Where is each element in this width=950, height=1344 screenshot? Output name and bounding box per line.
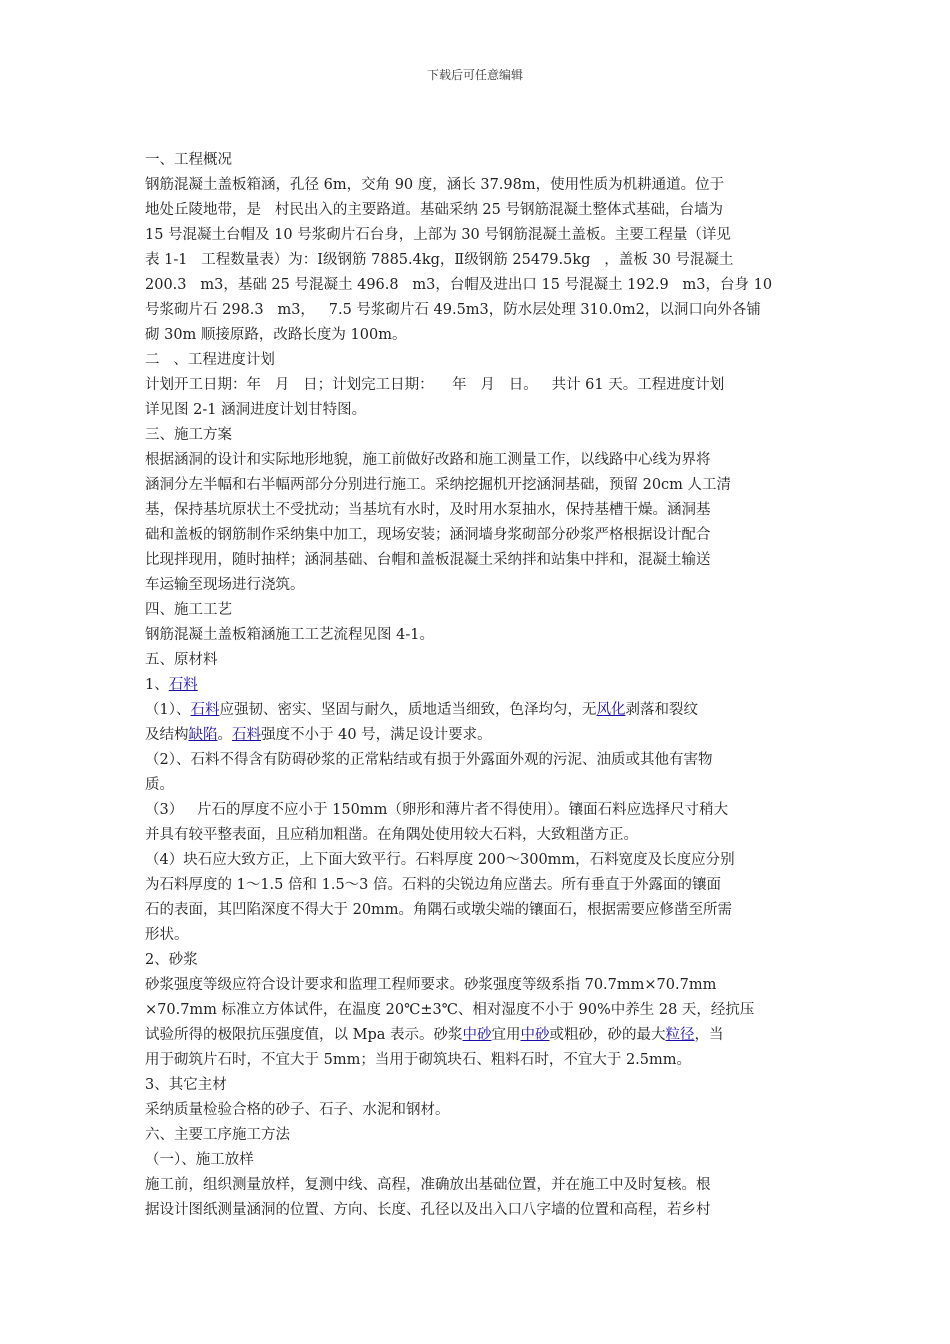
text-segment: 1、	[145, 677, 169, 693]
text-segment: 施工前，组织测量放样，复测中线、高程，准确放出基础位置，并在施工中及时复核。根	[145, 1177, 711, 1193]
text-segment: 宜用	[491, 1027, 521, 1043]
text-segment: （1）、	[145, 702, 191, 718]
text-line	[145, 723, 810, 748]
text-line	[145, 873, 810, 898]
text-line	[145, 673, 810, 698]
term-link[interactable]: 中砂	[462, 1027, 492, 1043]
text-segment: 详见图 2-1 涵洞进度计划甘特图。	[145, 402, 367, 418]
text-segment: 试验所得的极限抗压强度值，以 Mpa 表示。砂浆	[145, 1027, 463, 1043]
text-line	[145, 823, 810, 848]
text-line	[145, 623, 810, 648]
text-segment: 应强韧、密实、坚固与耐久，质地适当细致，色泽均匀，无	[219, 702, 597, 718]
text-line	[145, 323, 810, 348]
text-segment: 钢筋混凝土盖板箱涵，孔径 6m，交角 90 度，涵长 37.98m，使用性质为机耕通道。位于	[145, 177, 725, 193]
text-segment: 一、工程概况	[145, 152, 232, 168]
text-segment: （2）、石料不得含有防碍砂浆的正常粘结或有损于外露面外观的污泥、油质或其他有害物	[145, 752, 713, 768]
text-line	[145, 1148, 810, 1173]
text-segment: 五、原材料	[145, 652, 218, 668]
text-segment: 根据涵洞的设计和实际地形地貌，施工前做好改路和施工测量工作，以线路中心线为界将	[145, 452, 711, 468]
text-segment: 质。	[145, 777, 174, 793]
text-line	[145, 923, 810, 948]
text-segment: ×70.7mm 标准立方体试件，在温度 20℃±3℃、相对湿度不小于 90%中养生 28 天，经抗压	[145, 1002, 755, 1018]
text-segment: 地处丘陵地带，是 村民出入的主要路道。基础采纳 25 号钢筋混凝土整体式基础，台墙为	[145, 202, 723, 218]
text-segment: 基，保持基坑原状土不受扰动；当基坑有水时，及时用水泵抽水，保持基槽干燥。涵洞基	[145, 502, 711, 518]
text-segment: （一）、施工放样	[145, 1152, 254, 1168]
text-line	[145, 1073, 810, 1098]
text-line	[145, 298, 810, 323]
text-line	[145, 423, 810, 448]
text-segment: 据设计图纸测量涵洞的位置、方向、长度、孔径以及出入口八字墙的位置和高程，若乡村	[145, 1202, 711, 1218]
text-segment: 砌 30m 顺接原路，改路长度为 100m。	[145, 327, 407, 343]
text-line	[145, 373, 810, 398]
text-segment: （4）块石应大致方正，上下面大致平行。石料厚度 200～300mm，石料宽度及长度应分别	[145, 852, 735, 868]
text-line	[145, 573, 810, 598]
text-segment: 3、其它主材	[145, 1077, 227, 1093]
text-line	[145, 1098, 810, 1123]
term-link[interactable]: 中砂	[520, 1027, 550, 1043]
text-line	[145, 848, 810, 873]
text-line	[145, 548, 810, 573]
text-line	[145, 523, 810, 548]
text-segment: 石的表面，其凹陷深度不得大于 20mm。角隅石或墩尖端的镶面石，根据需要应修凿至所需	[145, 902, 733, 918]
text-segment: 15 号混凝土台帽及 10 号浆砌片石台身，上部为 30 号钢筋混凝土盖板。主要工程量（详见	[145, 227, 731, 243]
text-segment: 剥落和裂纹	[625, 702, 698, 718]
text-line	[145, 1048, 810, 1073]
text-segment: 。	[217, 727, 232, 743]
text-line	[145, 773, 810, 798]
text-segment: 采纳质量检验合格的砂子、石子、水泥和钢材。	[145, 1102, 450, 1118]
text-segment: 200.3 m3，基础 25 号混凝土 496.8 m3，台帽及进出口 15 号混凝土 192.9 m3，台身 10	[145, 277, 773, 293]
text-line	[145, 898, 810, 923]
text-segment: 号浆砌片石 298.3 m3， 7.5 号浆砌片石 49.5m3，防水层处理 310.0m2，以洞口向外各铺	[145, 302, 761, 318]
text-segment: 表 1-1 工程数量表）为：Ⅰ级钢筋 7885.4kg，Ⅱ级钢筋 25479.5kg ，盖板 30 号混凝土	[145, 252, 734, 268]
text-line	[145, 973, 810, 998]
text-line	[145, 148, 810, 173]
text-segment: 形状。	[145, 927, 189, 943]
text-line	[145, 398, 810, 423]
text-segment: 础和盖板的钢筋制作采纳集中加工，现场安装；涵洞墙身浆砌部分砂浆严格根据设计配合	[145, 527, 711, 543]
text-line	[145, 498, 810, 523]
text-segment: 或粗砂，砂的最大	[549, 1027, 666, 1043]
text-segment: 并具有较平整表面，且应稍加粗凿。在角隅处使用较大石料，大致粗凿方正。	[145, 827, 638, 843]
text-line	[145, 223, 810, 248]
document-body	[145, 148, 810, 1223]
text-segment: 计划开工日期：年 月 日；计划完工日期： 年 月 日。 共计 61 天。工程进度计划	[145, 377, 725, 393]
term-link[interactable]: 粒径	[665, 1027, 695, 1043]
text-line	[145, 648, 810, 673]
text-segment: 钢筋混凝土盖板箱涵施工工艺流程见图 4-1。	[145, 627, 434, 643]
text-line	[145, 273, 810, 298]
text-segment: 二 、工程进度计划	[145, 352, 275, 368]
term-link[interactable]: 缺陷	[188, 727, 218, 743]
text-line	[145, 248, 810, 273]
text-segment: ，当	[694, 1027, 724, 1043]
text-line	[145, 473, 810, 498]
text-line	[145, 798, 810, 823]
text-segment: 比现拌现用，随时抽样；涵洞基础、台帽和盖板混凝土采纳拌和站集中拌和，混凝土输送	[145, 552, 711, 568]
page-header: 下载后可任意编辑	[426, 68, 523, 82]
text-line	[145, 1023, 810, 1048]
text-segment: 2、砂浆	[145, 952, 198, 968]
text-line	[145, 448, 810, 473]
text-segment: 四、施工工艺	[145, 602, 232, 618]
text-segment: 为石料厚度的 1～1.5 倍和 1.5～3 倍。石料的尖锐边角应凿去。所有垂直于外露面的镶面	[145, 877, 722, 893]
text-line	[145, 198, 810, 223]
text-line	[145, 1123, 810, 1148]
text-segment: 及结构	[145, 727, 189, 743]
text-line	[145, 1198, 810, 1223]
text-segment: 用于砌筑片石时，不宜大于 5mm；当用于砌筑块石、粗料石时，不宜大于 2.5mm。	[145, 1052, 691, 1068]
text-segment: 涵洞分左半幅和右半幅两部分分别进行施工。采纳挖掘机开挖涵洞基础，预留 20cm 人工清	[145, 477, 732, 493]
text-line	[145, 948, 810, 973]
text-line	[145, 348, 810, 373]
text-segment: 强度不小于 40 号，满足设计要求。	[261, 727, 492, 743]
text-segment: 三、施工方案	[145, 427, 232, 443]
text-line	[145, 998, 810, 1023]
term-link[interactable]: 风化	[596, 702, 626, 718]
text-line	[145, 173, 810, 198]
term-link[interactable]: 石料	[232, 727, 261, 743]
text-segment: 六、主要工序施工方法	[145, 1127, 290, 1143]
term-link[interactable]: 石料	[190, 702, 220, 718]
text-segment: 砂浆强度等级应符合设计要求和监理工程师要求。砂浆强度等级系指 70.7mm×70.7mm	[145, 977, 717, 993]
text-segment: 车运输至现场进行浇筑。	[145, 577, 305, 593]
term-link[interactable]: 石料	[168, 677, 198, 693]
text-line	[145, 748, 810, 773]
text-line	[145, 1173, 810, 1198]
text-line	[145, 698, 810, 723]
text-line	[145, 598, 810, 623]
text-segment: （3） 片石的厚度不应小于 150mm（卵形和薄片者不得使用）。镶面石料应选择尺寸稍大	[145, 802, 729, 818]
